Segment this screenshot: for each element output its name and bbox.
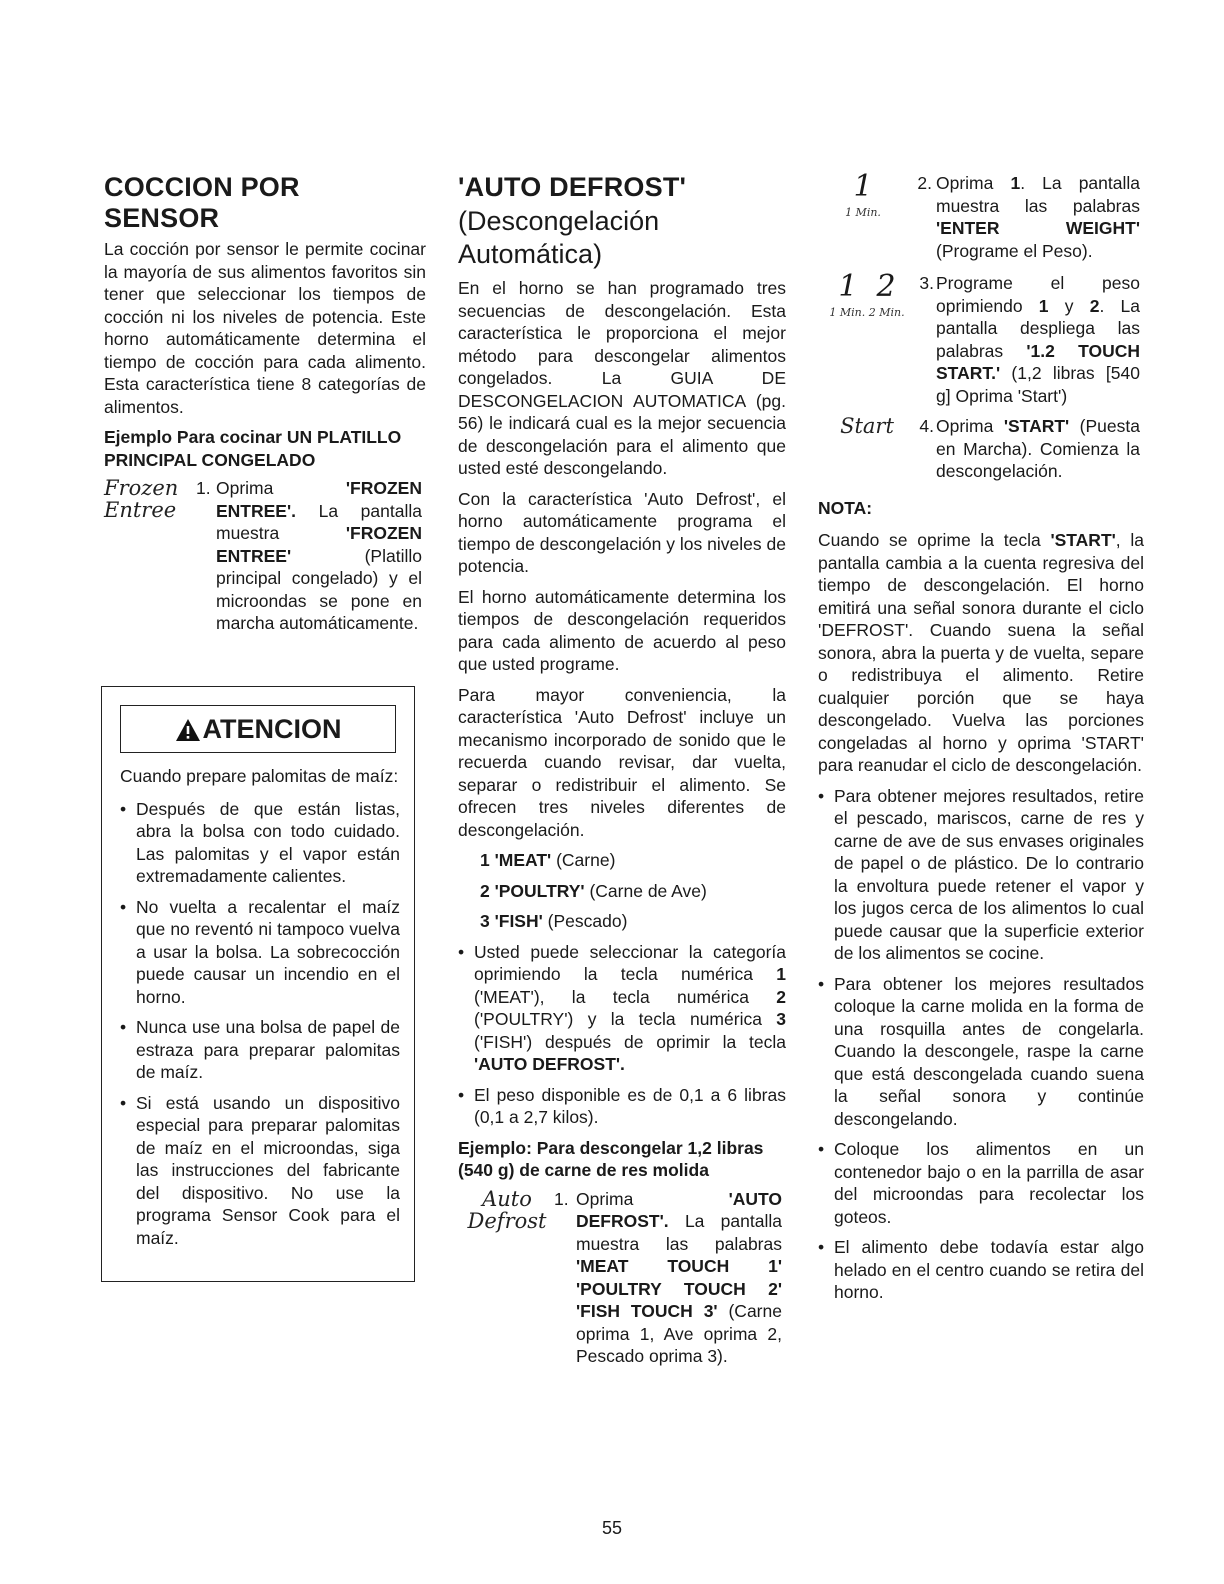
step-number: 4.: [919, 416, 934, 436]
warning-box: [101, 686, 415, 1282]
note-heading: NOTA:: [818, 497, 873, 518]
sensor-step-1: [104, 477, 426, 635]
defrost-step-2: [818, 169, 1144, 262]
list-item: • Para obtener los mejores resultados coloque la carne molida en la forma de una rosquilla antes de congelarla. Cuando la descongele, raspe la carne que está descongelada cuando suena la señal sonora y continúe descongelando.: [818, 973, 1144, 1131]
sensor-step-1-text: Oprima 'FROZEN ENTREE'. La pantalla muestra 'FROZEN ENTREE' (Platillo principal congelado) y el microondas se pone en marcha automáticamente.: [216, 478, 422, 633]
warning-list: [116, 798, 400, 1250]
frozen-entree-key: Frozen Entree: [104, 476, 179, 522]
warning-triangle-icon: [175, 718, 201, 742]
step-number: 1.: [196, 478, 211, 498]
list-item: • Nunca use una bolsa de papel de estraza para preparar palomitas de maíz.: [120, 1016, 400, 1084]
list-item: 3 'FISH' (Pescado): [480, 911, 628, 931]
defrost-example-heading: Ejemplo: Para descongelar 1,2 libras (540 g) de carne de res molida: [458, 1137, 764, 1180]
warning-intro: Cuando prepare palomitas de maíz:: [120, 766, 399, 786]
list-item: • Coloque los alimentos en un contenedor bajo o en la parrilla de asar del microondas para recolectar los goteos.: [818, 1138, 1144, 1228]
key-1-min: 1 1 Min.: [845, 169, 881, 219]
defrost-step-1-text: Oprima 'AUTO DEFROST'. La pantalla muestra las palabras 'MEAT TOUCH 1' 'POULTRY TOUCH 2' 'FISH TOUCH 3' (Carne oprima 1, Ave oprima 2, Pescado oprima 3).: [576, 1188, 782, 1366]
column-defrost-steps: [818, 169, 1144, 1312]
key-1-2-min: 1 2 1 Min. 2 Min.: [829, 269, 905, 319]
defrost-paragraph-2: Con la característica 'Auto Defrost', el horno automáticamente programa el tiempo de descongelación y los niveles de potencia.: [458, 488, 786, 576]
defrost-bullets: [458, 941, 786, 1129]
defrost-step-3-text: Programe el peso oprimiendo 1 y 2. La pantalla despliega las palabras '1.2 TOUCH START.' (1,2 libras [540 g] Oprima 'Start'): [936, 273, 1140, 406]
note-bullets: [818, 785, 1144, 1304]
list-item: • El peso disponible es de 0,1 a 6 libras (0,1 a 2,7 kilos).: [458, 1084, 786, 1129]
section-title-auto-defrost: 'AUTO DEFROST': [458, 172, 687, 202]
column-sensor-cook: [104, 172, 426, 635]
list-item: • Para obtener mejores resultados, retire el pescado, mariscos, carne de res y carne de ave de sus envases originales de papel o de plástico. De lo contrario la envoltura puede retener el vapor y los jugos cerca de los alimentos lo cual puede causar que la superficie exterior de los alimentos se cocine.: [818, 785, 1144, 965]
step-number: 3.: [919, 273, 934, 293]
step-number: 2.: [917, 173, 932, 193]
list-item: • Después de que están listas, abra la bolsa con todo cuidado. Las palomitas y el vapor están extremadamente calientes.: [120, 798, 400, 888]
warning-heading: ATENCION: [120, 705, 396, 753]
subtitle-line-1: (Descongelación: [458, 206, 660, 236]
start-key: Start: [840, 414, 894, 438]
defrost-step-2-text: Oprima 1. La pantalla muestra las palabras 'ENTER WEIGHT' (Programe el Peso).: [936, 173, 1140, 261]
defrost-step-4-text: Oprima 'START' (Puesta en Marcha). Comienza la descongelación.: [936, 416, 1140, 481]
list-item: • Usted puede seleccionar la categoría oprimiendo la tecla numérica 1 ('MEAT'), la tecla numérica 2 ('POULTRY') y la tecla numérica 3 ('FISH') después de oprimir la tecla 'AUTO DEFROST'.: [458, 941, 786, 1076]
defrost-paragraph-4: Para mayor conveniencia, la característica 'Auto Defrost' incluye un mecanismo incorporado de sonido que le recuerda cuando revisar, dar vuelta, separar o redistribuir el alimento. Se ofrecen tres niveles diferentes de descongelación.: [458, 684, 786, 840]
defrost-step-1: [458, 1188, 786, 1368]
subtitle-line-2: Automática): [458, 239, 603, 269]
column-auto-defrost: [458, 172, 786, 1368]
page-number: 55: [601, 1518, 623, 1538]
auto-defrost-key: Auto Defrost: [467, 1186, 547, 1233]
defrost-paragraph-1: En el horno se han programado tres secuencias de descongelación. Esta característica le proporciona el mejor método para descongelar alimentos congelados. La GUIA DE DESCONGELACION AUTOMATICA (pg. 56) le indicará cual es la mejor secuencia de descongelación para el alimento que usted esté descongelando.: [458, 278, 786, 478]
step-number: 1.: [554, 1188, 569, 1209]
note-text: Cuando se oprime la tecla 'START', la pantalla cambia a la cuenta regresiva del tiempo de descongelación. El horno emitirá una señal sonora durante el ciclo 'DEFROST'. Cuando suena la señal sonora, abra la puerta y de vuelta, separe o redistribuya el alimento. Retire cualquier porción que se haya descongelado. Vuelva las porciones congeladas al horno y oprima 'START' para reanudar el ciclo de descongelación.: [818, 530, 1144, 775]
sensor-example-heading: Ejemplo Para cocinar UN PLATILLO PRINCIPAL CONGELADO: [104, 427, 402, 470]
defrost-paragraph-3: El horno automáticamente determina los tiempos de descongelación requeridos para cada alimento de acuerdo al peso que usted programe.: [458, 586, 786, 674]
list-item: • Si está usando un dispositivo especial para preparar palomitas de maíz en el microondas, siga las instrucciones del fabricante del dispositivo. No use la programa Sensor Cook para el maíz.: [120, 1092, 400, 1250]
list-item: 1 'MEAT' (Carne): [480, 850, 616, 870]
list-item: 2 'POULTRY' (Carne de Ave): [480, 880, 707, 901]
section-title-sensor: COCCION POR SENSOR: [104, 172, 300, 233]
list-item: • No vuelta a recalentar el maíz que no reventó ni tampoco vuelva a usar la bolsa. La sobrecocción puede causar un incendio en el horno.: [120, 896, 400, 1009]
list-item: • El alimento debe todavía estar algo helado en el centro cuando se retira del horno.: [818, 1236, 1144, 1304]
defrost-step-3: [818, 269, 1144, 407]
sensor-intro: La cocción por sensor le permite cocinar la mayoría de sus alimentos favoritos sin tener que seleccionar los tiempos de cocción ni los niveles de potencia. Este horno automáticamente determina el tiempo de cocción para cada alimento. Esta característica tiene 8 categorías de alimentos.: [104, 239, 426, 417]
defrost-levels: [458, 849, 786, 933]
defrost-step-4: [818, 415, 1144, 483]
